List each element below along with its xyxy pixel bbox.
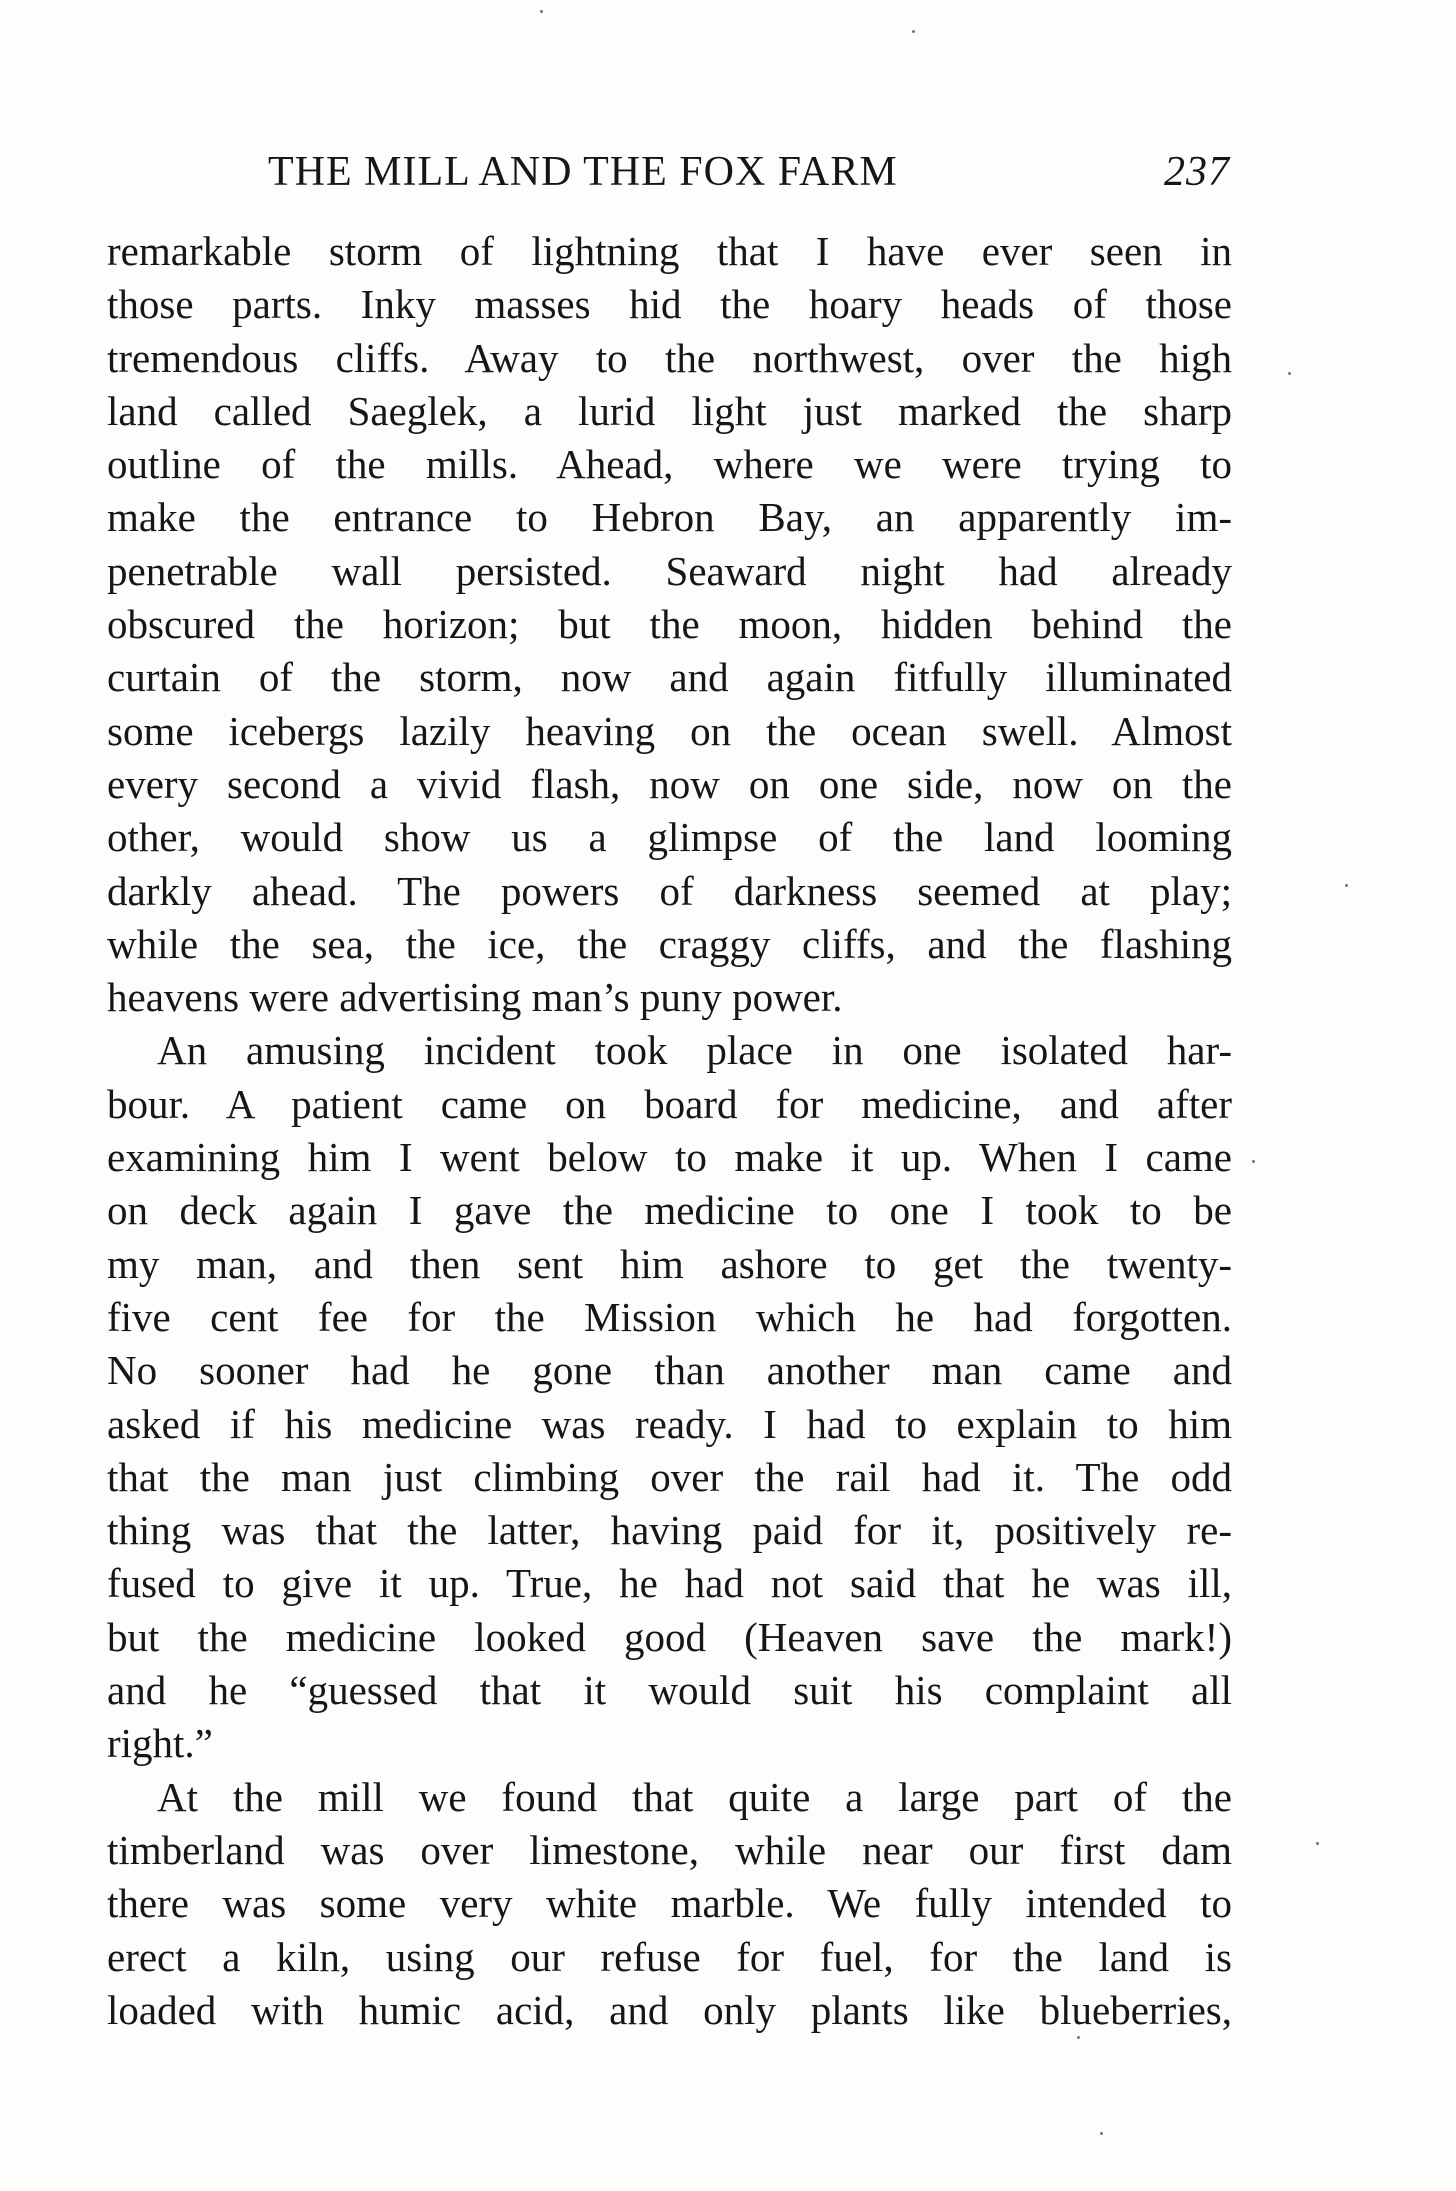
paragraph-3 xyxy=(107,1771,1232,2037)
scan-speck xyxy=(1100,2132,1103,2135)
text-line: some icebergs lazily heaving on the ocean swell. Almost xyxy=(107,707,1232,754)
scan-speck xyxy=(1316,1842,1319,1845)
text-line: No sooner had he gone than another man came and xyxy=(107,1347,1232,1394)
text-line: five cent fee for the Mission which he had forgotten. xyxy=(107,1293,1232,1340)
text-line: erect a kiln, using our refuse for fuel, for the land is xyxy=(107,1933,1232,1980)
scan-speck xyxy=(1288,372,1291,375)
text-line: asked if his medicine was ready. I had to explain to him xyxy=(107,1400,1232,1447)
scan-speck xyxy=(1252,1160,1255,1163)
text-line: At the mill we found that quite a large part of the xyxy=(157,1773,1232,1820)
text-line: right.” xyxy=(107,1720,213,1767)
text-line: loaded with humic acid, and only plants like blueberries, xyxy=(107,1986,1232,2033)
text-line: darkly ahead. The powers of darkness seemed at play; xyxy=(107,867,1232,914)
paragraph-2 xyxy=(107,1024,1232,1770)
text-line: that the man just climbing over the rail had it. The odd xyxy=(107,1453,1232,1500)
text-line: but the medicine looked good (Heaven save the mark!) xyxy=(107,1613,1232,1660)
page-header xyxy=(110,140,1230,200)
text-line: penetrable wall persisted. Seaward night had already xyxy=(107,547,1232,594)
page-number: 237 xyxy=(1164,149,1230,195)
text-line: there was some very white marble. We fully intended to xyxy=(107,1880,1232,1927)
scan-speck xyxy=(912,30,915,33)
text-line: other, would show us a glimpse of the land looming xyxy=(107,814,1232,861)
text-line: and he “guessed that it would suit his complaint all xyxy=(107,1667,1232,1714)
text-line: examining him I went below to make it up. When I came xyxy=(107,1134,1232,1181)
scan-speck xyxy=(540,10,543,13)
paragraph-1 xyxy=(107,225,1232,1024)
running-title: THE MILL AND THE FOX FARM xyxy=(268,149,898,195)
text-line: timberland was over limestone, while near our first dam xyxy=(107,1826,1232,1873)
text-line: every second a vivid flash, now on one side, now on the xyxy=(107,760,1232,807)
text-line: bour. A patient came on board for medicine, and after xyxy=(107,1080,1232,1127)
text-line: make the entrance to Hebron Bay, an apparently im- xyxy=(107,494,1232,541)
text-line: obscured the horizon; but the moon, hidden behind the xyxy=(107,601,1232,648)
text-line: on deck again I gave the medicine to one I took to be xyxy=(107,1187,1232,1234)
text-line: while the sea, the ice, the craggy cliffs, and the flashing xyxy=(107,920,1232,967)
body-text xyxy=(107,225,1232,2037)
text-line: heavens were advertising man’s puny power. xyxy=(107,974,843,1021)
text-line: land called Saeglek, a lurid light just marked the sharp xyxy=(107,387,1232,434)
text-line: thing was that the latter, having paid for it, positively re- xyxy=(107,1507,1232,1554)
text-line: curtain of the storm, now and again fitfully illuminated xyxy=(107,654,1232,701)
text-line: my man, and then sent him ashore to get the twenty- xyxy=(107,1240,1232,1287)
scan-speck xyxy=(1077,2036,1080,2039)
scan-speck xyxy=(1345,884,1348,887)
text-line: fused to give it up. True, he had not said that he was ill, xyxy=(107,1560,1232,1607)
text-line: those parts. Inky masses hid the hoary heads of those xyxy=(107,281,1232,328)
text-line: tremendous cliffs. Away to the northwest, over the high xyxy=(107,334,1232,381)
text-line: outline of the mills. Ahead, where we were trying to xyxy=(107,441,1232,488)
text-line: An amusing incident took place in one isolated har- xyxy=(157,1027,1232,1074)
text-line: remarkable storm of lightning that I have ever seen in xyxy=(107,228,1232,274)
